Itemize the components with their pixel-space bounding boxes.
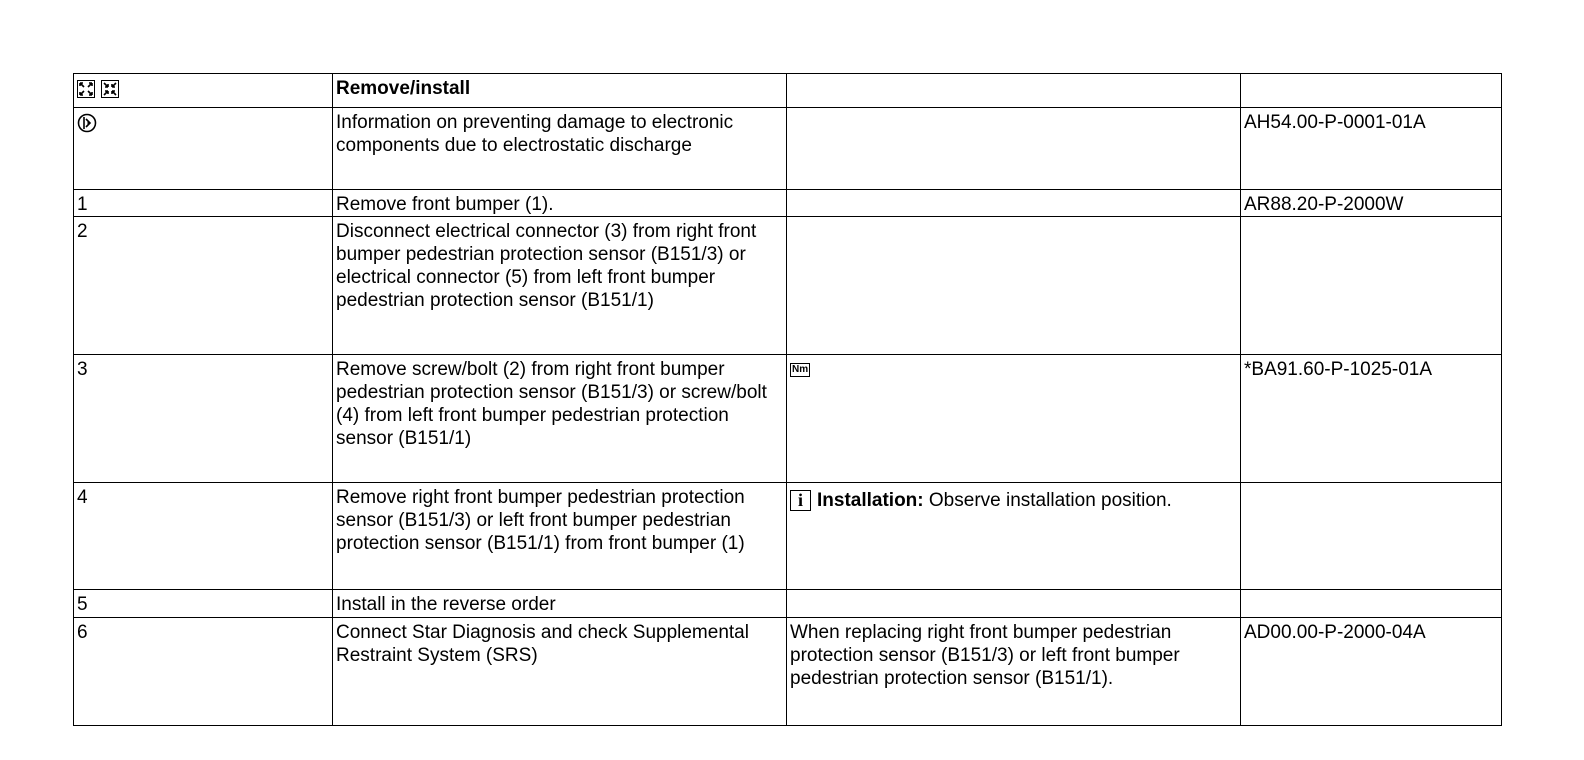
step-number: 2	[74, 217, 333, 355]
note-cell: When replacing right front bumper pedestrian protection sensor (B151/3) or left front bumper pedestrian protection sensor (B151/1).	[787, 618, 1241, 726]
note-cell	[787, 217, 1241, 355]
header-icons-cell	[74, 74, 333, 108]
reference-cell	[1241, 217, 1502, 355]
table-row	[74, 483, 1502, 590]
step-text: Disconnect electrical connector (3) from right front bumper pedestrian protection sensor (B151/3) or electrical connector (5) from left front bumper pedestrian protection sensor (B151/1)	[333, 217, 787, 355]
step-text: Information on preventing damage to electronic components due to electrostatic discharge	[333, 108, 787, 190]
note-cell	[787, 108, 1241, 190]
torque-nm-icon[interactable]: Nm	[792, 363, 809, 375]
table-row	[74, 190, 1502, 217]
reference-cell	[1241, 590, 1502, 618]
step-text: Remove front bumper (1).	[333, 190, 787, 217]
info-icon: i	[790, 490, 811, 511]
esd-icon	[77, 113, 97, 133]
install-icon	[101, 80, 119, 98]
step-text: Remove right front bumper pedestrian protection sensor (B151/3) or left front bumper pedestrian protection sensor (B151/1) from front bumper (1)	[333, 483, 787, 590]
step-number: 3	[74, 355, 333, 483]
remove-icon	[77, 80, 95, 98]
note-cell	[787, 590, 1241, 618]
table-row	[74, 108, 1502, 190]
installation-note: Observe installation position.	[928, 490, 1172, 511]
reference-link[interactable]: AH54.00-P-0001-01A	[1241, 108, 1502, 190]
step-number: 4	[74, 483, 333, 590]
procedure-table	[73, 73, 1502, 726]
table-row	[74, 590, 1502, 618]
note-cell	[787, 355, 1241, 483]
table-row	[74, 355, 1502, 483]
reference-link[interactable]: AD00.00-P-2000-04A	[1241, 618, 1502, 726]
step-text: Connect Star Diagnosis and check Supplemental Restraint System (SRS)	[333, 618, 787, 726]
step-number: 5	[74, 590, 333, 618]
header-title: Remove/install	[333, 74, 787, 108]
step-number: 6	[74, 618, 333, 726]
step-cell	[74, 108, 333, 190]
header-row	[74, 74, 1502, 108]
note-cell	[787, 483, 1241, 590]
reference-cell	[1241, 483, 1502, 590]
step-text: Remove screw/bolt (2) from right front bumper pedestrian protection sensor (B151/3) or screw/bolt (4) from left front bumper pedestrian protection sensor (B151/1)	[333, 355, 787, 483]
note-cell	[787, 190, 1241, 217]
step-text: Install in the reverse order	[333, 590, 787, 618]
header-ref-cell	[1241, 74, 1502, 108]
reference-link[interactable]: AR88.20-P-2000W	[1241, 190, 1502, 217]
step-number: 1	[74, 190, 333, 217]
header-note-cell	[787, 74, 1241, 108]
installation-label: Installation:	[817, 490, 924, 511]
table-row	[74, 618, 1502, 726]
table-row	[74, 217, 1502, 355]
reference-link[interactable]: *BA91.60-P-1025-01A	[1241, 355, 1502, 483]
